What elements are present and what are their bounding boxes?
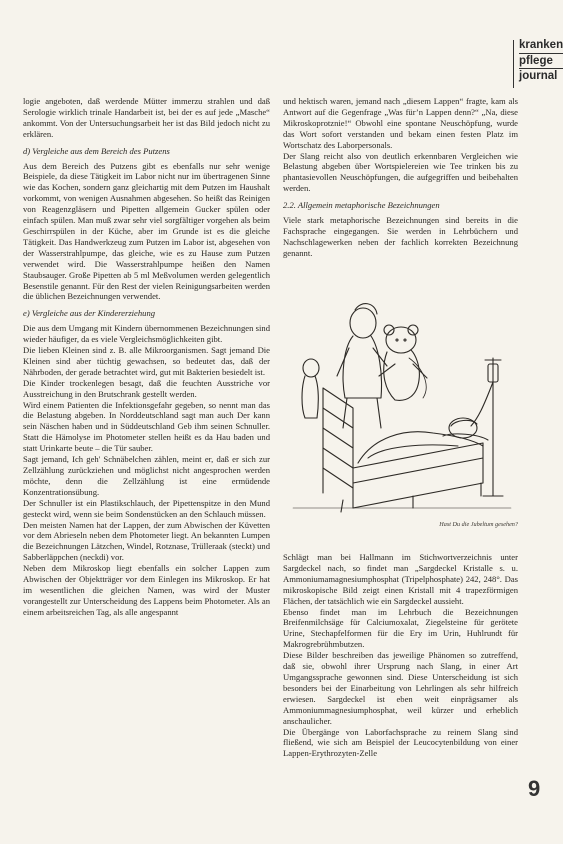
paragraph-putzen: Aus dem Bereich des Putzens gibt es ebenfalls nur sehr wenige Beispiele, da diese Tätigkeit im Labor nicht nur im übertragenen Sinne wie das Kochen, sondern ganz gleichartig mit dem Putzen im Haushalt vorkommt, von wenigen Ausnahmen abgesehen. So heißt das Reinigen von Reagenzgläsern und Pipetten allgemein Gucker spülen oder einfach spülen. Man muß zwar sehr viel sorgfältiger vorgehen als beim Geschirrspülen in der Küche, aber im Grunde ist es die gleiche Tätigkeit. Das Handwerkzeug zum Putzen im Labor ist, abgesehen von der Wasserstrahlpumpe, das gleiche, wie es zu Hause zum Putzen verwendet wird. Die Wasserstrahlpumpe heißen den Namen Staubsauger. Große Pipetten ab 5 ml Meßvolumen werden gelegentlich Besenstile genannt. Für den Rest der vielen Reinigungsarbeiten werden die üblichen Bezeichnungen verwendet. xyxy=(23,160,270,302)
paragraph-r6: Diese Bilder beschreiben das jeweilige Phänomen so zutreffend, daß sie, obwohl ihrer Ursprung nach Slang, in einer Art Umgangssprache gewonnen sind. Diese Unterscheidung ist sich besonders bei der Einarbeitung von Lehrlingen als sehr hilfreich erwiesen. Sargdeckel ist eben weit einprägsamer als Ammoniummagnesiumphosphat, weil kürzer und erheblich anschaulicher. xyxy=(283,650,518,726)
paragraph-r7: Die Übergänge von Laborfachsprache zu reinem Slang sind fließend, wie sich am Beispiel der Leucocytenbildung von einer Lappen-Erythrozyten-Zelle xyxy=(283,726,518,759)
section-heading-d: d) Vergleiche aus dem Bereich des Putzens xyxy=(23,145,170,156)
paragraph-e7: Den meisten Namen hat der Lappen, der zum Abwischen der Küvetten vor dem Abrieseln neben dem Photometer liegt. An bekannten Lumpen die Bezeichnungen Lätzchen, Windel, Rotznase, Trülleraak (steckt) und Sabberläppchen (neckdi) vor. xyxy=(23,519,270,563)
paragraph-r3: Viele stark metaphorische Bezeichnungen sind bereits in die Fachsprache eingegangen. Sie werden in Lehrbüchern und Nachschlagewerken neben der fachlich korrekten Bezeichnung genannt. xyxy=(283,215,518,258)
cartoon-caption: Hast Du die Jubeltum gesehen? xyxy=(439,521,518,528)
paragraph-r1: und hektisch waren, jemand nach „diesem Lappen“ fragte, kam als Antwort auf die Gegenfrage „Was für’n Lappen denn?“ „Na, diese Mikroskoprotznie!“ Obwohl eine spontane Neuschöpfung, wurde das Wort sofort verstanden und bekam einen festen Platz im Wortschatz des Laborpersonals. xyxy=(283,96,518,150)
right-column-top xyxy=(283,96,518,259)
paragraph-e3: Die Kinder trockenlegen besagt, daß die feuchten Ausstriche vor Ausstreichung in den Brutschrank gestellt werden. xyxy=(23,377,270,399)
paragraph-e8: Neben dem Mikroskop liegt ebenfalls ein solcher Lappen zum Abwischen der Objektträger vor dem Einlegen ins Mikroskop. Er hat im wesentlichen die gleichen Namen, was wird der Muster vorangestellt zur Unterscheidung des Lappens beim Photometer. Als an einem arbeitsreichen Tag, als alle angespannt xyxy=(23,563,270,617)
section-heading-2-2: 2.2. Allgemein metaphorische Bezeichnungen xyxy=(283,200,440,211)
paragraph-r4: Schlägt man bei Hallmann im Stichwortverzeichnis unter Sargdeckel nach, so findet man „Sargdeckel Kristalle s. u. Ammoniumamagnesiumphosphat (Tripelphosphate) 242, 248°. Das mikroskopische Bild zeigt einen Kristall mit 4 trapezförmigen Flächen, der tatsächlich wie ein Sargdeckel aussieht. xyxy=(283,552,518,606)
paragraph-e1: Die aus dem Umgang mit Kindern übernommenen Bezeichnungen sind wieder häufiger, da es viele Vergleichsmöglichkeiten gibt. xyxy=(23,323,270,345)
journal-masthead xyxy=(519,40,563,83)
section-heading-e: e) Vergleiche aus der Kindererziehung xyxy=(23,308,156,319)
masthead-line-1: kranken xyxy=(519,40,563,54)
masthead-line-3: journal xyxy=(519,70,558,82)
cartoon-illustration xyxy=(283,268,518,530)
right-column-bottom xyxy=(283,552,518,759)
paragraph-e6: Der Schnuller ist ein Plastikschlauch, der Pipettenspitze in den Mund gesteckt wird, wenn sie beim Sondenstücken an den Schlauch müssen. xyxy=(23,497,270,519)
paragraph-r2: Der Slang reicht also von deutlich erkennbaren Vergleichen wie Belastung abgeben über Wortspielereien wie Tee trinken bis zu phantasievollen Neuschöpfungen, die aufgegriffen und beibehalten werden. xyxy=(283,150,518,194)
paragraph-e2: Die lieben Kleinen sind z. B. alle Mikroorganismen. Sagt jemand Die Kleinen sind aber tüchtig gewachsen, so bedeutet das, daß der Nährboden, der gerade betrachtet wird, gut mit Bakterien besiedelt ist. xyxy=(23,345,270,377)
left-column xyxy=(23,96,270,618)
paragraph-e4: Wird einem Patienten die Infektionsgefahr gegeben, so nennt man das die Belastung abgeben. In Norddeutschland sagt man auch Der kann sein Näschen haben und in Süddeutschland Geb ihm seinen Schnuller. Statt die Hämolyse im Photometer stellen heißt es da Hau baden und statt Urinkarte beute – die Tür sauber. xyxy=(23,399,270,454)
paragraph-e5: Sagt jemand, Ich geh' Schnäbelchen zählen, meint er, daß er sich zur Zellzählung zurückziehen und möglichst nicht angesprochen werden möchte, denn die Zellzählung ist eine ermüdende Konzentrationsübung. xyxy=(23,454,270,497)
page-number: 9 xyxy=(528,776,541,801)
paragraph-r5: Ebenso findet man im Lehrbuch die Bezeichnungen Breifenmilchsäge für Calciumoxalat, Ziegelsteine für gerötete Urine, Stechapfelformen für die Ery im Urin, Huhlrundt für Makrogrebrühmbutzen. xyxy=(283,606,518,650)
cartoon-drawing xyxy=(283,268,518,530)
masthead-line-2: pflege xyxy=(519,54,563,70)
intro-paragraph: logie angeboten, daß werdende Mütter immerzu strahlen und daß Serologie wirklich trinale Handarbeit ist, bei der es auf jede „Masche“ ankommt. Von der Untersuchungsarbeit her ist das Bild jedoch nicht zu erklären. xyxy=(23,96,270,139)
